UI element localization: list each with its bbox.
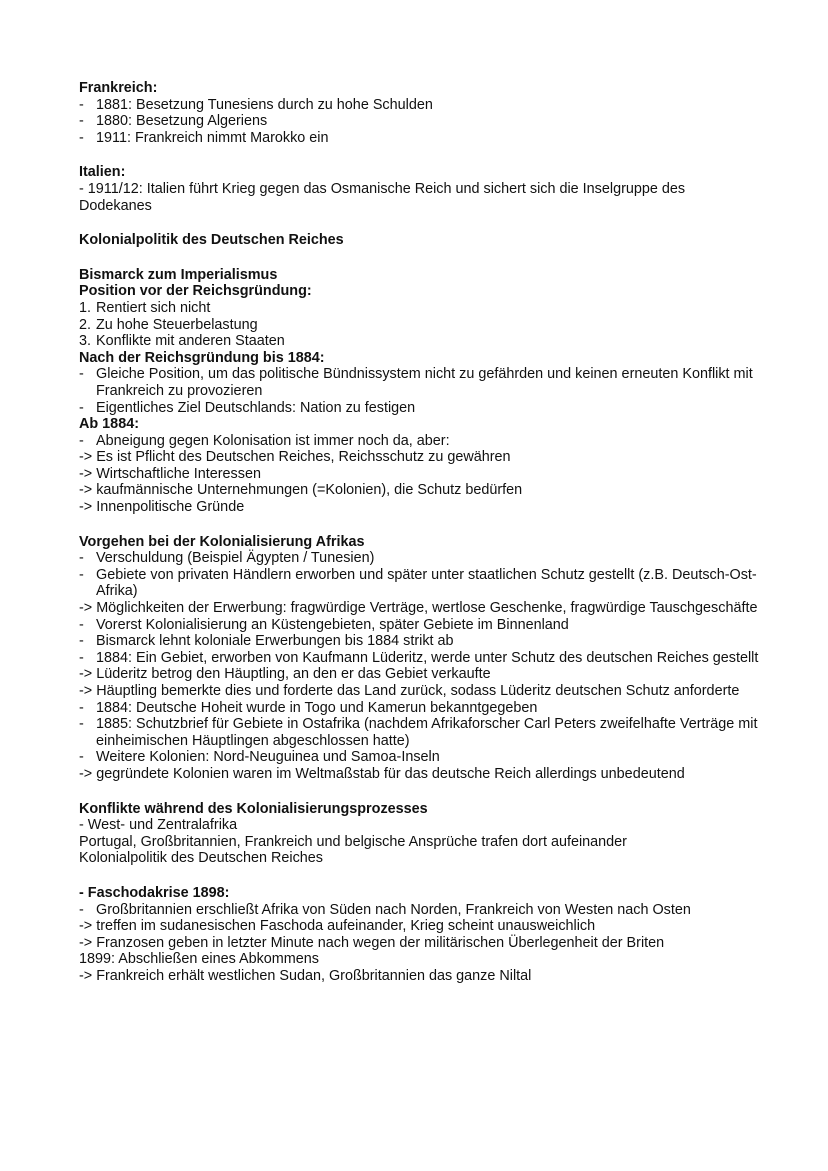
- paragraph: - 1911/12: Italien führt Krieg gegen das Osmanische Reich und sichert sich die Inselgruppe des Dodekanes: [79, 180, 686, 214]
- arrow-line: -> Wirtschaftliche Interessen: [79, 465, 261, 482]
- list-item: - Weitere Kolonien: Nord-Neuguinea und Samoa-Inseln: [79, 749, 440, 766]
- dash-marker: -: [79, 901, 84, 918]
- number-marker: 3.: [79, 333, 92, 350]
- dash-marker: -: [79, 432, 84, 449]
- list-item: - 1885: Schutzbrief für Gebiete in Ostafrika (nachdem Afrikaforscher Carl Peters zweifelhafte Verträge mit einheimischen Häuptlingen abgeschlossen hatte): [79, 716, 758, 749]
- section-frankreich: [79, 80, 759, 146]
- paragraph: Kolonialpolitik des Deutschen Reiches: [79, 850, 323, 867]
- dash-marker: -: [79, 749, 84, 766]
- heading-bismarck: Bismarck zum Imperialismus: [79, 266, 278, 283]
- list-item: - Vorerst Kolonialisierung an Küstengebieten, später Gebiete im Binnenland: [79, 616, 569, 633]
- list-item: - 1880: Besetzung Algeriens: [79, 113, 268, 130]
- list-item: - Gleiche Position, um das politische Bündnissystem nicht zu gefährden und keinen erneuten Konflikt mit Frankreich zu provozieren: [79, 366, 753, 399]
- list-item: - Eigentliches Ziel Deutschlands: Nation zu festigen: [79, 399, 416, 416]
- list-item: 1. Rentiert sich nicht: [79, 299, 211, 316]
- dash-marker: -: [79, 649, 84, 666]
- dash-marker: -: [79, 566, 84, 583]
- arrow-line: -> gegründete Kolonien waren im Weltmaßstab für das deutsche Reich allerdings unbedeutend: [79, 765, 685, 782]
- arrow-line: -> Es ist Pflicht des Deutschen Reiches, Reichsschutz zu gewähren: [79, 449, 511, 466]
- dash-marker: -: [79, 699, 84, 716]
- section-faschoda: [79, 885, 759, 985]
- dash-marker: -: [79, 633, 84, 650]
- heading-kolonialpolitik: Kolonialpolitik des Deutschen Reiches: [79, 232, 344, 249]
- number-marker: 2.: [79, 316, 92, 333]
- list-item: - 1911: Frankreich nimmt Marokko ein: [79, 129, 329, 146]
- list-item: - Abneigung gegen Kolonisation ist immer noch da, aber:: [79, 432, 450, 449]
- list-item: - Bismarck lehnt koloniale Erwerbungen bis 1884 strikt ab: [79, 633, 454, 650]
- document-page: [79, 80, 759, 985]
- arrow-line: -> Frankreich erhält westlichen Sudan, Großbritannien das ganze Niltal: [79, 967, 532, 984]
- subheading-vor-reichsgruendung: Position vor der Reichsgründung:: [79, 283, 312, 300]
- list-item: 3. Konflikte mit anderen Staaten: [79, 333, 285, 350]
- paragraph: Portugal, Großbritannien, Frankreich und belgische Ansprüche trafen dort aufeinander: [79, 833, 627, 850]
- list-item: - Großbritannien erschließt Afrika von Süden nach Norden, Frankreich von Westen nach Osten: [79, 901, 691, 918]
- arrow-line: -> treffen im sudanesischen Faschoda aufeinander, Krieg scheint unausweichlich: [79, 918, 596, 935]
- dash-marker: -: [79, 550, 84, 567]
- list-item: - Gebiete von privaten Händlern erworben und später unter staatlichen Schutz gestellt (z.B. Deutsch-Ost-Afrika): [79, 566, 757, 600]
- arrow-line: -> Möglichkeiten der Erwerbung: fragwürdige Verträge, wertlose Geschenke, fragwürdige Tauschgeschäfte: [79, 600, 758, 617]
- arrow-line: -> kaufmännische Unternehmungen (=Kolonien), die Schutz bedürfen: [79, 482, 523, 499]
- list-item: - 1884: Deutsche Hoheit wurde in Togo und Kamerun bekanntgegeben: [79, 699, 538, 716]
- list-item: - 1884: Ein Gebiet, erworben von Kaufmann Lüderitz, werde unter Schutz des deutschen Reiches gestellt: [79, 649, 759, 666]
- heading-konflikte: Konflikte während des Kolonialisierungsprozesses: [79, 800, 428, 817]
- number-marker: 1.: [79, 299, 92, 316]
- heading-italien: Italien:: [79, 164, 126, 181]
- list-item: 2. Zu hohe Steuerbelastung: [79, 316, 258, 333]
- dash-marker: -: [79, 399, 84, 416]
- heading-vorgehen: Vorgehen bei der Kolonialisierung Afrikas: [79, 533, 365, 550]
- section-italien: [79, 164, 759, 214]
- section-vorgehen: [79, 534, 759, 783]
- dash-marker: -: [79, 616, 84, 633]
- dash-marker: -: [79, 366, 84, 383]
- list-item: - 1881: Besetzung Tunesiens durch zu hohe Schulden: [79, 96, 433, 113]
- heading-faschoda: - Faschodakrise 1898:: [79, 884, 230, 901]
- paragraph: - West- und Zentralafrika: [79, 817, 238, 834]
- section-bismarck: [79, 267, 759, 516]
- arrow-line: -> Franzosen geben in letzter Minute nach wegen der militärischen Überlegenheit der Briten: [79, 934, 665, 951]
- heading-frankreich: Frankreich:: [79, 80, 158, 96]
- arrow-line: -> Lüderitz betrog den Häuptling, an den er das Gebiet verkaufte: [79, 666, 491, 683]
- dash-marker: -: [79, 113, 84, 130]
- dash-marker: -: [79, 129, 84, 146]
- subheading-nach-reichsgruendung: Nach der Reichsgründung bis 1884:: [79, 349, 325, 366]
- paragraph: 1899: Abschließen eines Abkommens: [79, 951, 319, 968]
- dash-marker: -: [79, 96, 84, 113]
- dash-marker: -: [79, 716, 84, 733]
- arrow-line: -> Innenpolitische Gründe: [79, 499, 245, 516]
- subheading-ab-1884: Ab 1884:: [79, 416, 139, 433]
- arrow-line: -> Häuptling bemerkte dies und forderte das Land zurück, sodass Lüderitz deutschen Schutz anforderte: [79, 683, 740, 699]
- list-item: - Verschuldung (Beispiel Ägypten / Tunesien): [79, 550, 375, 567]
- section-konflikte: [79, 801, 759, 867]
